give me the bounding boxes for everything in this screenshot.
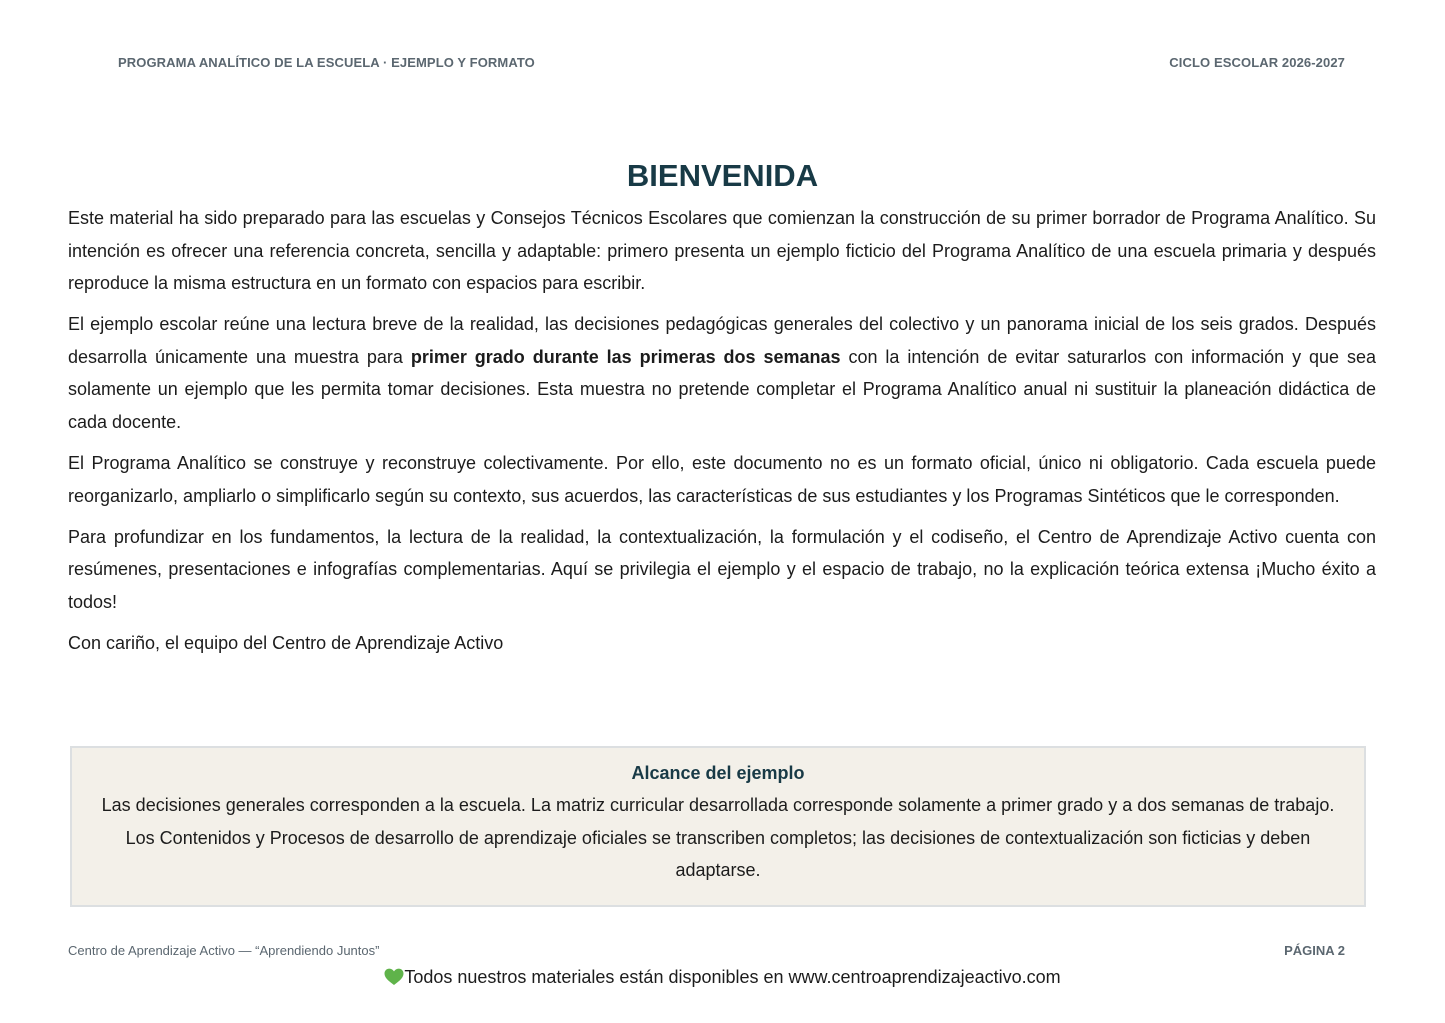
footer-website-note: [0, 967, 1445, 988]
page-title: BIENVENIDA: [626, 158, 819, 193]
green-heart-icon: [384, 968, 404, 986]
scope-callout-box: [70, 746, 1366, 907]
paragraph-example: [68, 308, 1376, 438]
footer-website-text: Todos nuestros materiales están disponibles en www.centroaprendizajeactivo.com: [404, 967, 1061, 987]
paragraph-intro: Este material ha sido preparado para las escuelas y Consejos Técnicos Escolares que comienzan la construcción de su primer borrador de Programa Analítico. Su intención es ofrecer una referencia concreta, sencilla y adaptable: primero presenta un ejemplo ficticio del Programa Analítico de una escuela primaria y después reproduce la misma estructura en un formato con espacios para escribir.: [68, 208, 1376, 294]
welcome-body: [68, 202, 1376, 668]
paragraph-example-highlight: primer grado durante las primeras dos semanas: [410, 346, 841, 367]
page-header: [118, 55, 1345, 70]
paragraph-collective: El Programa Analítico se construye y reconstruye colectivamente. Por ello, este documento no es un formato oficial, único ni obligatorio. Cada escuela puede reorganizarlo, ampliarlo o simplificarlo según su contexto, sus acuerdos, las características de sus estudiantes y los Programas Sintéticos que le corresponden.: [68, 453, 1376, 506]
signature: Con cariño, el equipo del Centro de Aprendizaje Activo: [68, 633, 504, 654]
footer-page-number: PÁGINA 2: [1284, 943, 1345, 958]
paragraph-resources: Para profundizar en los fundamentos, la lectura de la realidad, la contextualización, la formulación y el codiseño, el Centro de Aprendizaje Activo cuenta con resúmenes, presentaciones e infografías complementarias. Aquí se privilegia el ejemplo y el espacio de trabajo, no la explicación teórica extensa ¡Mucho éxito a todos!: [68, 526, 1376, 613]
scope-callout-text: Las decisiones generales corresponden a la escuela. La matriz curricular desarrollada corresponde solamente a primer grado y a dos semanas de trabajo. Los Contenidos y Procesos de desarrollo de aprendizaje oficiales se transcriben completos; las decisiones de contextualización son ficticias y deben adaptarse.: [101, 795, 1335, 881]
scope-callout-title: Alcance del ejemplo: [631, 763, 805, 783]
paragraph-example-start: El ejemplo escolar reúne una lectura breve de la realidad, las decisiones pedagógicas generales del colectivo y un panorama inicial de los seis grados. Después desarrolla únicamente una muestra para: [68, 314, 1376, 367]
header-school-cycle: CICLO ESCOLAR 2026-2027: [1169, 55, 1345, 70]
header-document-title: PROGRAMA ANALÍTICO DE LA ESCUELA · EJEMPLO Y FORMATO: [118, 55, 535, 70]
paragraph-example-end: con la intención de evitar saturarlos con información y que sea solamente un ejemplo que les permita tomar decisiones. Esta muestra no pretende completar el Programa Analítico anual ni sustituir la planeación didáctica de cada docente.: [68, 346, 1377, 433]
footer-organization: Centro de Aprendizaje Activo — “Aprendiendo Juntos”: [68, 943, 380, 958]
